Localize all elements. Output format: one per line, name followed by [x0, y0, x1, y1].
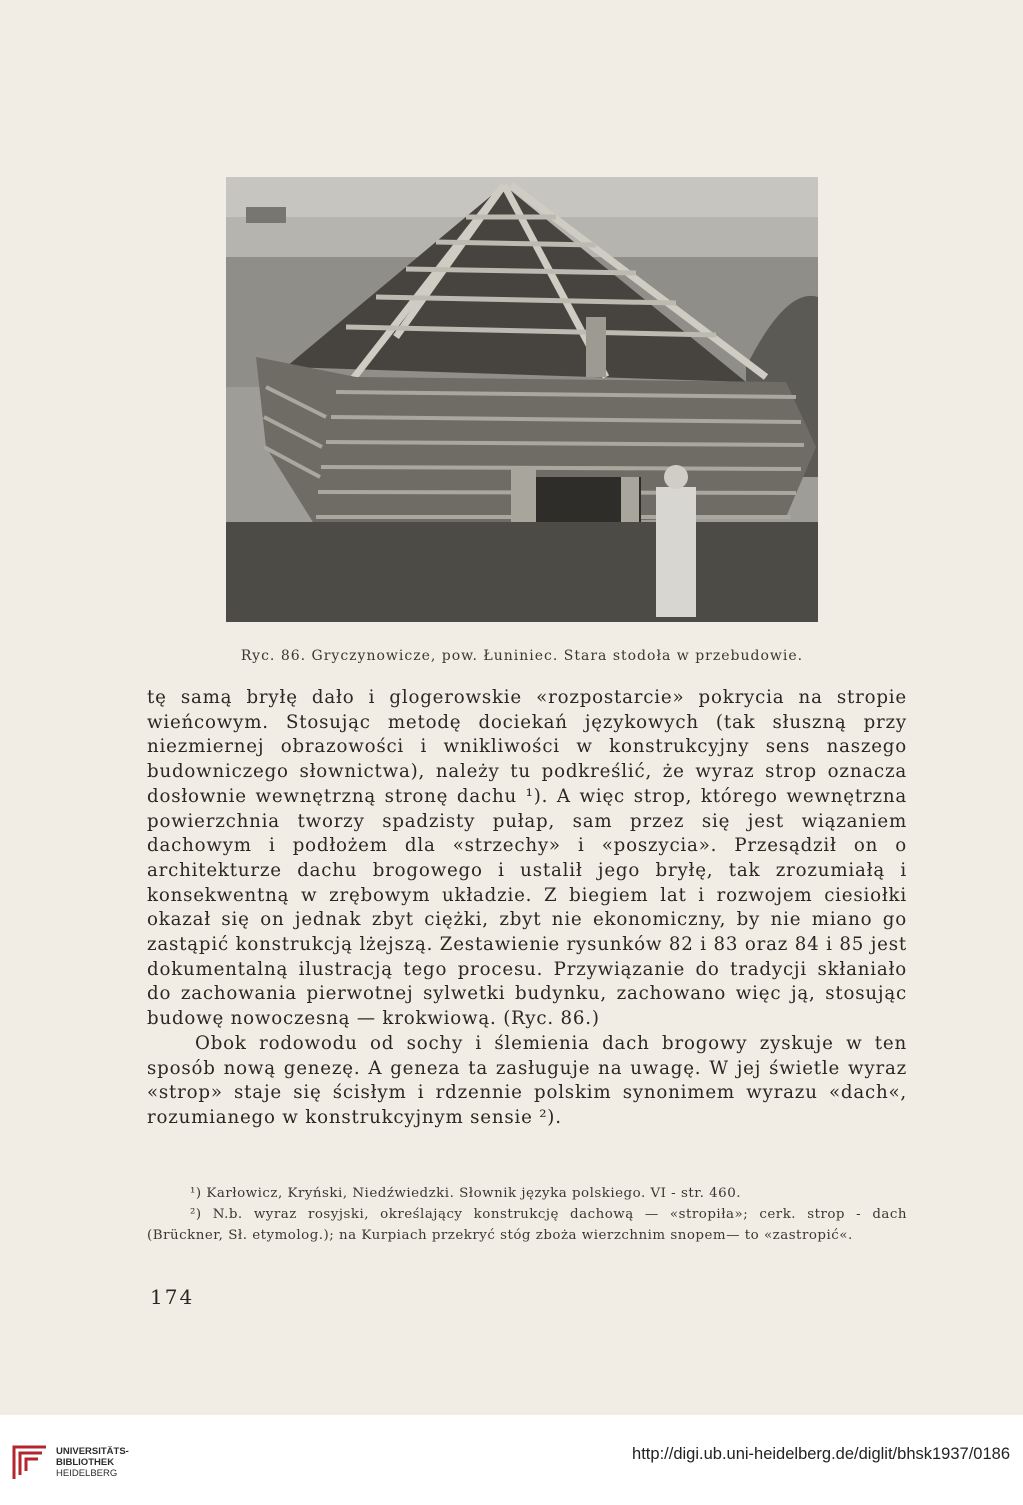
footnote: ¹) Karłowicz, Kryński, Niedźwiedzki. Słownik języka polskiego. VI - str. 460.: [190, 1186, 741, 1201]
paragraph: tę samą bryłę dało i glogerowskie «rozpostarcie» pokrycia na stropie wieńcowym. Stosując metodę dociekań językowych (tak słuszną przy niezmiernej obrazowości i wnikliwości w konstrukcyjny sens naszego budowniczego słownictwa), należy tu podkreślić, że wyraz strop oznacza dosłownie wewnętrzną stronę dachu ¹). A więc strop, którego wewnętrzna powierzchnia tworzy spadzisty pułap, sam przez się jest wiązaniem dachowym i podłożem dla «strzechy» i «poszycia». Przesądził on o architekturze dachu brogowego i ustalił jego bryłę, tak zrozumiałą i konsekwentną w zrębowym układzie. Z biegiem lat i rozwojem ciesiołki okazał się on jednak zbyt ciężki, zbyt nie ekonomiczny, by nie miano go zastąpić konstrukcją lżejszą. Zestawienie rysunków 82 i 83 oraz 84 i 85 jest dokumentalną ilustracją tego procesu. Przywiązanie do tradycji skłaniało do zachowania pierwotnej sylwetki budynku, zachowano więc ją, stosując budowę nowoczesną — krokwiową. (Ryc. 86.): [147, 687, 907, 1030]
barn-photo-illustration: [226, 177, 818, 622]
library-name: [56, 1446, 129, 1479]
digitization-footer: [0, 1415, 1023, 1505]
page-number: 174: [150, 1285, 195, 1309]
library-name-line: HEIDELBERG: [56, 1468, 118, 1479]
figure-caption: Ryc. 86. Gryczynowicze, pow. Łuniniec. Stara stodoła w przebudowie.: [240, 648, 804, 664]
paragraph: Obok rodowodu od sochy i ślemienia dach brogowy zyskuje w ten sposób nową genezę. A geneza ta zasługuje na uwagę. W jej świetle wyraz «strop» staje się ścisłym i rdzennie polskim synonimem wyrazu «dach«, rozumianego w konstrukcyjnym sensie ²).: [147, 1032, 907, 1128]
library-name-line: BIBLIOTHEK: [56, 1457, 115, 1468]
footnotes: [147, 1183, 907, 1246]
permalink-url[interactable]: http://digi.ub.uni-heidelberg.de/diglit/bhsk1937/0186: [632, 1445, 1010, 1463]
barn-photograph: [226, 177, 818, 622]
library-logo-icon: [10, 1443, 50, 1483]
body-text: [147, 686, 907, 1131]
library-name-line: UNIVERSITÄTS-: [56, 1446, 129, 1457]
footnote: ²) N.b. wyraz rosyjski, określający konstrukcję dachową — «stropiła»; cerk. strop - dach (Brückner, Sł. etymolog.); na Kurpiach przekryć stóg zboża wierzchnim snopem— to «zastropić«.: [147, 1207, 907, 1243]
